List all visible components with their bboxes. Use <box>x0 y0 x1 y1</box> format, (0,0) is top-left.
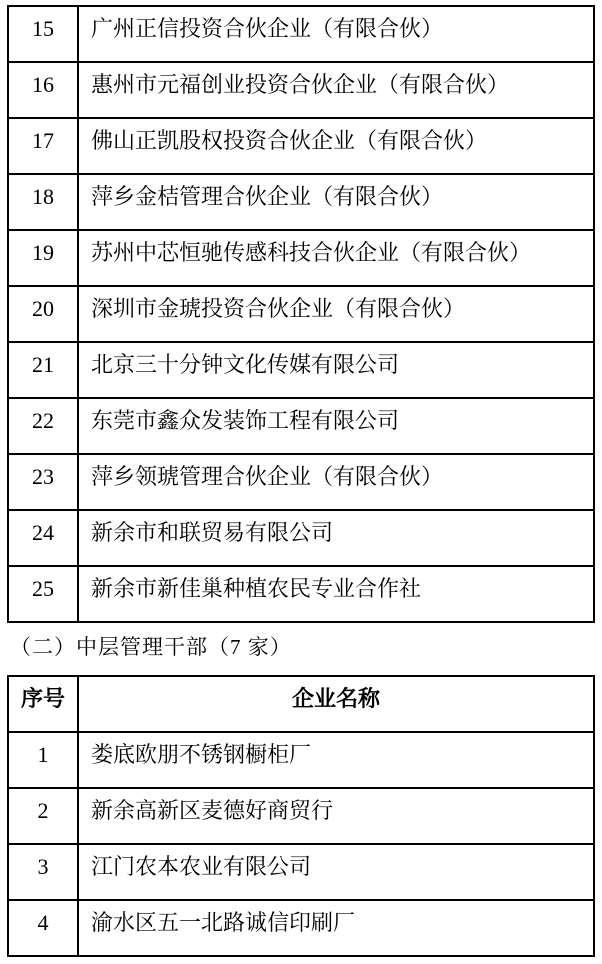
company-name: 深圳市金琥投资合伙企业（有限合伙） <box>78 286 594 342</box>
company-name: 惠州市元福创业投资合伙企业（有限合伙） <box>78 62 594 118</box>
row-number: 4 <box>8 900 78 956</box>
row-number: 25 <box>8 566 78 622</box>
table-row <box>8 566 594 622</box>
table-row <box>8 286 594 342</box>
company-name: 佛山正凯股权投资合伙企业（有限合伙） <box>78 118 594 174</box>
table-row <box>8 342 594 398</box>
row-number: 16 <box>8 62 78 118</box>
company-name: 渝水区五一北路诚信印刷厂 <box>78 900 594 956</box>
table-row <box>8 230 594 286</box>
row-number: 19 <box>8 230 78 286</box>
company-name: 萍乡金桔管理合伙企业（有限合伙） <box>78 174 594 230</box>
table-row <box>8 62 594 118</box>
table-row <box>8 118 594 174</box>
company-name: 江门农本农业有限公司 <box>78 844 594 900</box>
table-row <box>8 398 594 454</box>
company-name: 萍乡领琥管理合伙企业（有限合伙） <box>78 454 594 510</box>
row-number: 17 <box>8 118 78 174</box>
enterprise-table-continued <box>7 5 595 623</box>
row-number: 2 <box>8 788 78 844</box>
company-name: 娄底欧朋不锈钢橱柜厂 <box>78 732 594 788</box>
row-number: 1 <box>8 732 78 788</box>
header-serial-number: 序号 <box>8 676 78 732</box>
table-row <box>8 174 594 230</box>
row-number: 3 <box>8 844 78 900</box>
company-name: 新余市新佳巢种植农民专业合作社 <box>78 566 594 622</box>
company-name: 广州正信投资合伙企业（有限合伙） <box>78 6 594 62</box>
section-heading: （二）中层管理干部（7 家） <box>10 635 292 659</box>
row-number: 21 <box>8 342 78 398</box>
row-number: 18 <box>8 174 78 230</box>
table-row <box>8 6 594 62</box>
table-row <box>8 454 594 510</box>
company-name: 东莞市鑫众发装饰工程有限公司 <box>78 398 594 454</box>
row-number: 22 <box>8 398 78 454</box>
company-name: 新余市和联贸易有限公司 <box>78 510 594 566</box>
table-row <box>8 510 594 566</box>
row-number: 20 <box>8 286 78 342</box>
row-number: 24 <box>8 510 78 566</box>
company-name: 新余高新区麦德好商贸行 <box>78 788 594 844</box>
table-row <box>8 900 594 956</box>
table-row <box>8 844 594 900</box>
company-name: 苏州中芯恒驰传感科技合伙企业（有限合伙） <box>78 230 594 286</box>
row-number: 23 <box>8 454 78 510</box>
table-row <box>8 732 594 788</box>
company-name: 北京三十分钟文化传媒有限公司 <box>78 342 594 398</box>
enterprise-table-middle-managers <box>7 675 595 957</box>
header-enterprise-name: 企业名称 <box>78 676 594 732</box>
table-header-row <box>8 676 594 732</box>
row-number: 15 <box>8 6 78 62</box>
table-row <box>8 788 594 844</box>
